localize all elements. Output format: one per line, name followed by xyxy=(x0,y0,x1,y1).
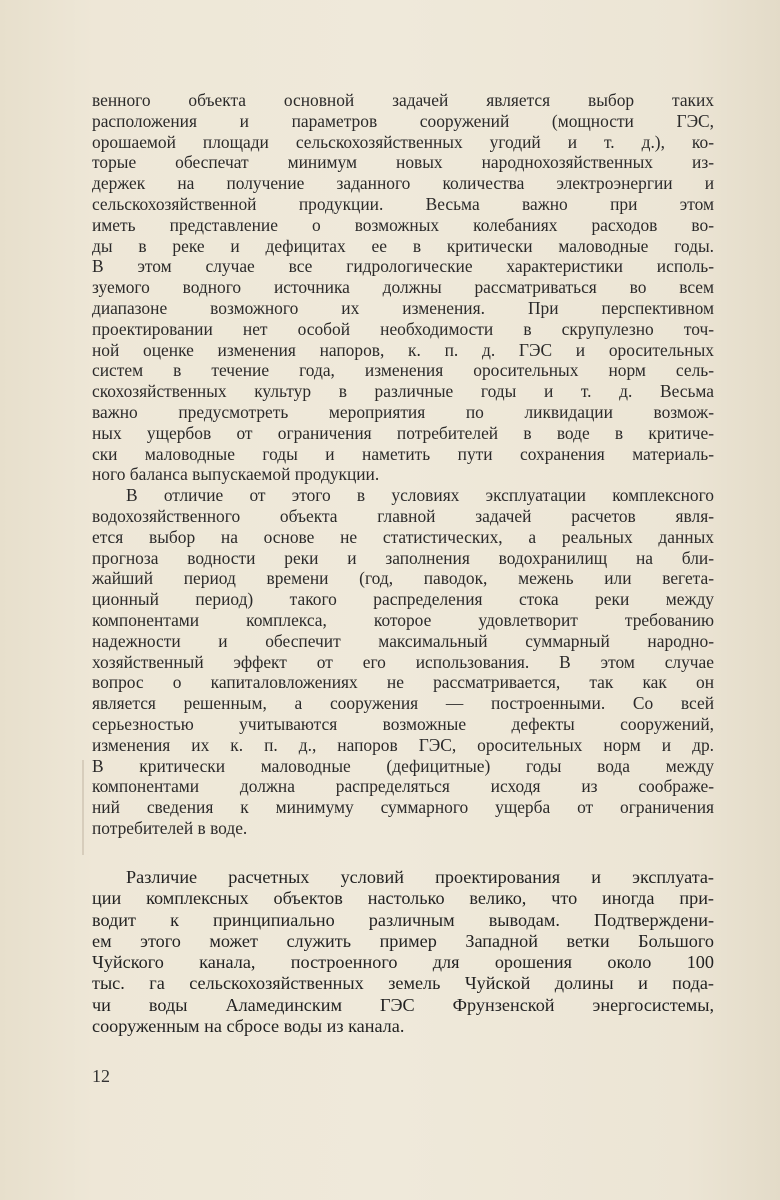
text-line: ного баланса выпускаемой продукции. xyxy=(92,464,380,485)
text-line: ний сведения к минимуму суммарного ущерба от ограничения xyxy=(92,797,714,818)
text-line: потребителей в воде. xyxy=(92,817,248,838)
text-line: хозяйственный эффект от его использования. В этом случае xyxy=(92,651,714,672)
text-line: тыс. га сельскохозяйственных земель Чуйской долины и пода- xyxy=(92,973,714,994)
paragraph-start-line: Различие расчетных условий проектирования и эксплуата- xyxy=(126,867,714,887)
text-line: торые обеспечат минимум новых народнохозяйственных из- xyxy=(92,152,714,173)
text-line: чи воды Аламединским ГЭС Фрунзенской энергосистемы, xyxy=(92,994,714,1015)
body-text-upper xyxy=(92,90,714,839)
text-line: ем этого может служить пример Западной ветки Большого xyxy=(92,930,714,951)
text-line: В критически маловодные (дефицитные) годы вода между xyxy=(92,755,714,776)
text-line: зуемого водного источника должны рассматриваться во всем xyxy=(92,277,714,298)
text-line: ной оценке изменения напоров, к. п. д. ГЭС и оросительных xyxy=(92,339,714,360)
text-line: компонентами комплекса, которое удовлетворит требованию xyxy=(92,609,714,630)
text-line: скохозяйственных культур в различные годы и т. д. Весьма xyxy=(92,381,714,402)
text-line: диапазоне возможного их изменения. При перспективном xyxy=(92,297,714,318)
text-line: орошаемой площади сельскохозяйственных угодий и т. д.), ко- xyxy=(92,131,714,152)
body-text-lower xyxy=(92,867,714,1037)
text-line: важно предусмотреть мероприятия по ликвидации возмож- xyxy=(92,401,714,422)
page-number: 12 xyxy=(92,1066,110,1086)
text-line: прогноза водности реки и заполнения водохранилищ на бли- xyxy=(92,547,714,568)
text-line: Чуйского канала, построенного для орошения около 100 xyxy=(92,952,714,973)
text-line: систем в течение года, изменения оросительных норм сель- xyxy=(92,360,714,381)
text-line: ски маловодные годы и наметить пути сохранения материаль- xyxy=(92,443,714,464)
text-line: вопрос о капиталовложениях не рассматривается, так как он xyxy=(92,672,714,693)
paragraph-start-line: В отличие от этого в условиях эксплуатации комплексного xyxy=(126,485,714,506)
text-line: ционный период) такого распределения стока реки между xyxy=(92,589,714,610)
text-line: водохозяйственного объекта главной задачей расчетов явля- xyxy=(92,505,714,526)
text-line: иметь представление о возможных колебаниях расходов во- xyxy=(92,214,714,235)
text-line: сельскохозяйственной продукции. Весьма важно при этом xyxy=(92,193,714,214)
text-line: ции комплексных объектов настолько велико, что иногда при- xyxy=(92,888,714,909)
text-line: является решенным, а сооружения — построенными. Со всей xyxy=(92,693,714,714)
text-line: изменения их к. п. д., напоров ГЭС, оросительных норм и др. xyxy=(92,734,714,755)
text-line: венного объекта основной задачей является выбор таких xyxy=(92,90,714,110)
text-line: В этом случае все гидрологические характеристики исполь- xyxy=(92,256,714,277)
text-line: ды в реке и дефицитах ее в критически маловодные годы. xyxy=(92,235,714,256)
text-line: проектировании нет особой необходимости в скрупулезно точ- xyxy=(92,318,714,339)
text-line: ется выбор на основе не статистических, а реальных данных xyxy=(92,526,714,547)
text-line: сооруженным на сбросе воды из канала. xyxy=(92,1016,405,1037)
text-line: надежности и обеспечит максимальный суммарный народно- xyxy=(92,630,714,651)
text-line: расположения и параметров сооружений (мощности ГЭС, xyxy=(92,110,714,131)
text-line: серьезностью учитываются возможные дефекты сооружений, xyxy=(92,713,714,734)
text-line: водит к принципиально различным выводам. Подтверждени- xyxy=(92,909,714,930)
text-line: компонентами должна распределяться исходя из соображе- xyxy=(92,776,714,797)
text-line: жайший период времени (год, паводок, межень или вегета- xyxy=(92,568,714,589)
text-line: ных ущербов от ограничения потребителей в воде в критиче- xyxy=(92,422,714,443)
text-line: держек на получение заданного количества электроэнергии и xyxy=(92,173,714,194)
page-crease xyxy=(82,760,84,855)
